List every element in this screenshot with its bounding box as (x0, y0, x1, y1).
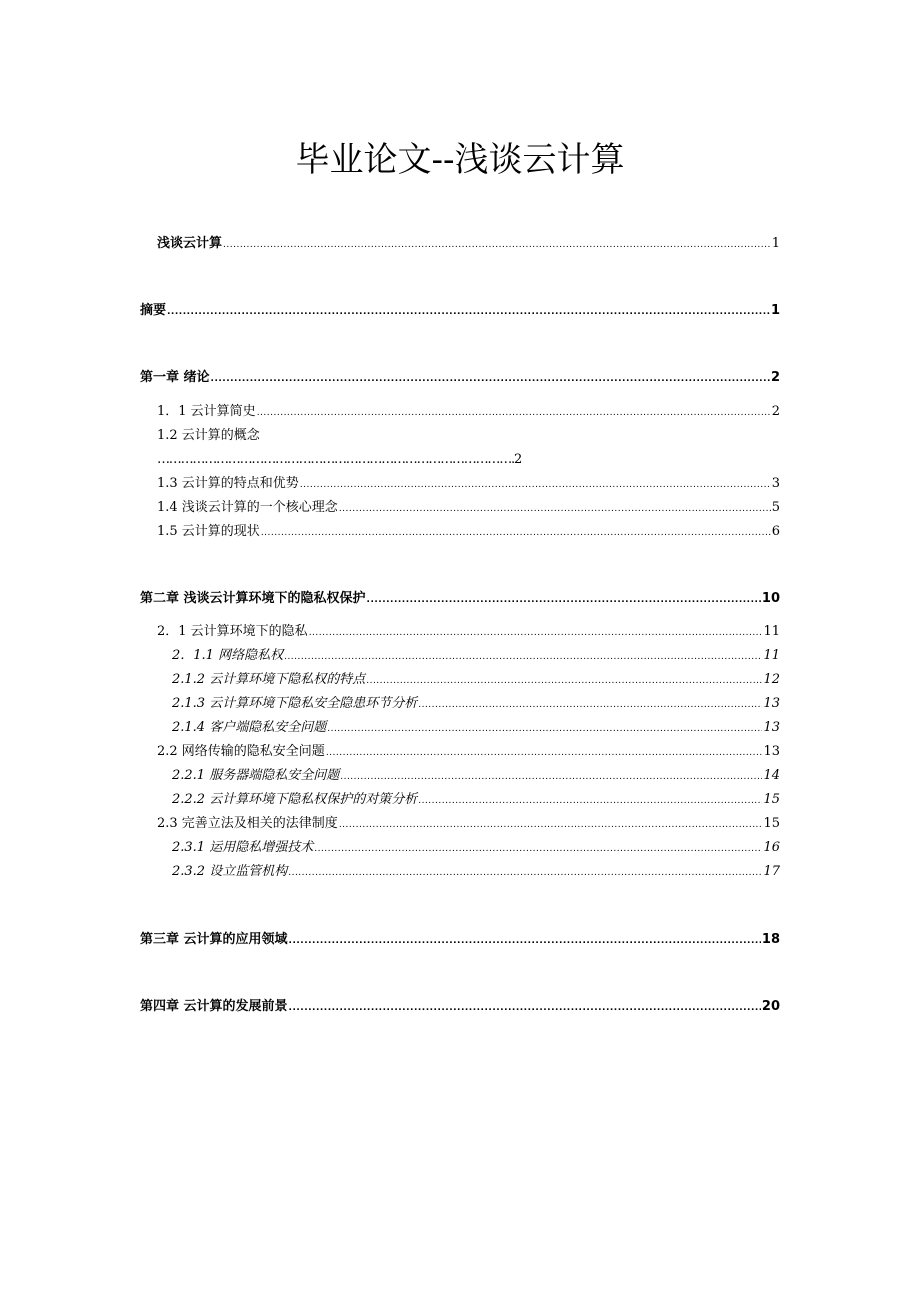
toc-page-number: 16 (763, 840, 780, 855)
toc-leader-dots (289, 931, 761, 951)
toc-page-number: 2 (770, 370, 780, 385)
toc-page-number: 20 (761, 999, 780, 1014)
toc-entry-label: 第三章 云计算的应用领域 (140, 932, 288, 947)
toc-entry-2-1-2[interactable] (172, 670, 780, 690)
toc-leader-dots (366, 671, 762, 691)
toc-entry-top[interactable] (157, 234, 780, 254)
toc-leader-dots (327, 719, 762, 739)
toc-entry-2-1-3[interactable] (172, 694, 780, 714)
toc-leader-dots (340, 767, 762, 787)
toc-leader-ellipsis: ………………………………………………………………………………. (157, 452, 514, 467)
toc-entry-2-2[interactable] (157, 742, 780, 762)
toc-page-number: 3 (771, 476, 780, 491)
toc-entry-label: 1.4 浅谈云计算的一个核心理念 (157, 500, 338, 515)
toc-entry-label: 2.2 网络传输的隐私安全问题 (157, 744, 325, 759)
toc-entry-2-1-4[interactable] (172, 718, 780, 738)
toc-page-number: 1 (771, 236, 780, 251)
toc-entry-1-5[interactable] (157, 522, 780, 542)
toc-page-number: 2 (771, 404, 780, 419)
toc-leader-dots (326, 743, 763, 763)
toc-entry-1-3[interactable] (157, 474, 780, 494)
toc-page-number: 14 (763, 768, 780, 783)
toc-page-number: 10 (761, 591, 780, 606)
toc-leader-dots (418, 695, 762, 715)
toc-leader-dots (211, 369, 770, 389)
toc-entry-label: 摘要 (140, 303, 167, 318)
toc-page-number: 11 (763, 624, 780, 639)
toc-leader-dots (339, 815, 763, 835)
toc-leader-dots (289, 998, 761, 1018)
toc-leader-dots (288, 863, 762, 883)
toc-entry-1-2-leader (157, 450, 521, 470)
toc-leader-dots (223, 235, 771, 255)
toc-page-number: 5 (771, 500, 780, 515)
toc-entry-label: 2.3.2 设立监管机构 (172, 864, 288, 879)
toc-page-number: 15 (763, 792, 780, 807)
toc-entry-2-3-2[interactable] (172, 862, 780, 882)
toc-leader-dots (309, 623, 763, 643)
toc-chapter-4[interactable] (140, 997, 780, 1017)
toc-page-number: 11 (763, 648, 780, 663)
toc-chapter-1[interactable] (140, 368, 780, 388)
toc-entry-2-2-2[interactable] (172, 790, 780, 810)
toc-entry-label: 1．1 云计算简史 (157, 404, 256, 419)
toc-leader-dots (339, 499, 771, 519)
toc-page-number: 17 (763, 864, 780, 879)
toc-leader-dots (314, 839, 762, 859)
toc-entry-label: 2．1.1 网络隐私权 (172, 648, 284, 663)
toc-entry-2-1-1[interactable] (172, 646, 780, 666)
toc-page-number: 13 (763, 720, 780, 735)
toc-entry-label: 浅谈云计算 (157, 236, 223, 251)
toc-entry-1-2[interactable] (157, 426, 780, 446)
toc-page-number: 13 (763, 696, 780, 711)
toc-entry-label: 第一章 绪论 (140, 370, 210, 385)
toc-leader-dots (257, 403, 771, 423)
toc-page-number: 13 (763, 744, 780, 759)
toc-leader-dots (261, 523, 771, 543)
toc-entry-2-3-1[interactable] (172, 838, 780, 858)
toc-page-number: 1 (770, 303, 780, 318)
toc-leader-dots (284, 647, 762, 667)
toc-page-number: 6 (771, 524, 780, 539)
toc-entry-label: 2.3.1 运用隐私增强技术 (172, 840, 314, 855)
toc-entry-label: 2.2.2 云计算环境下隐私权保护的对策分析 (172, 792, 418, 807)
toc-page-number: 15 (763, 816, 780, 831)
toc-entry-label: 1.5 云计算的现状 (157, 524, 260, 539)
toc-leader-dots (367, 590, 761, 610)
toc-entry-1-4[interactable] (157, 498, 780, 518)
toc-page-number: 2 (513, 452, 522, 467)
toc-entry-label: 2.1.4 客户端隐私安全问题 (172, 720, 327, 735)
toc-entry-label: 2．1 云计算环境下的隐私 (157, 624, 308, 639)
toc-chapter-3[interactable] (140, 930, 780, 950)
toc-entry-2-2-1[interactable] (172, 766, 780, 786)
toc-leader-dots (167, 302, 770, 322)
toc-entry-label: 2.2.1 服务器端隐私安全问题 (172, 768, 340, 783)
toc-entry-label: 1.2 云计算的概念 (157, 428, 260, 443)
toc-leader-dots (300, 475, 771, 495)
toc-entry-abstract[interactable] (140, 301, 780, 321)
toc-entry-2-3[interactable] (157, 814, 780, 834)
toc-entry-label: 2.1.2 云计算环境下隐私权的特点 (172, 672, 366, 687)
toc-entry-label: 第二章 浅谈云计算环境下的隐私权保护 (140, 591, 366, 606)
toc-page-number: 18 (761, 932, 780, 947)
toc-entry-2-1[interactable] (157, 622, 780, 642)
toc-entry-label: 第四章 云计算的发展前景 (140, 999, 288, 1014)
toc-entry-label: 1.3 云计算的特点和优势 (157, 476, 299, 491)
toc-leader-dots (418, 791, 762, 811)
document-title: 毕业论文--浅谈云计算 (295, 140, 625, 180)
toc-chapter-2[interactable] (140, 589, 780, 609)
toc-entry-label: 2.1.3 云计算环境下隐私安全隐患环节分析 (172, 696, 418, 711)
toc-page-number: 12 (763, 672, 780, 687)
toc-entry-label: 2.3 完善立法及相关的法律制度 (157, 816, 338, 831)
toc-entry-1-1[interactable] (157, 402, 780, 422)
